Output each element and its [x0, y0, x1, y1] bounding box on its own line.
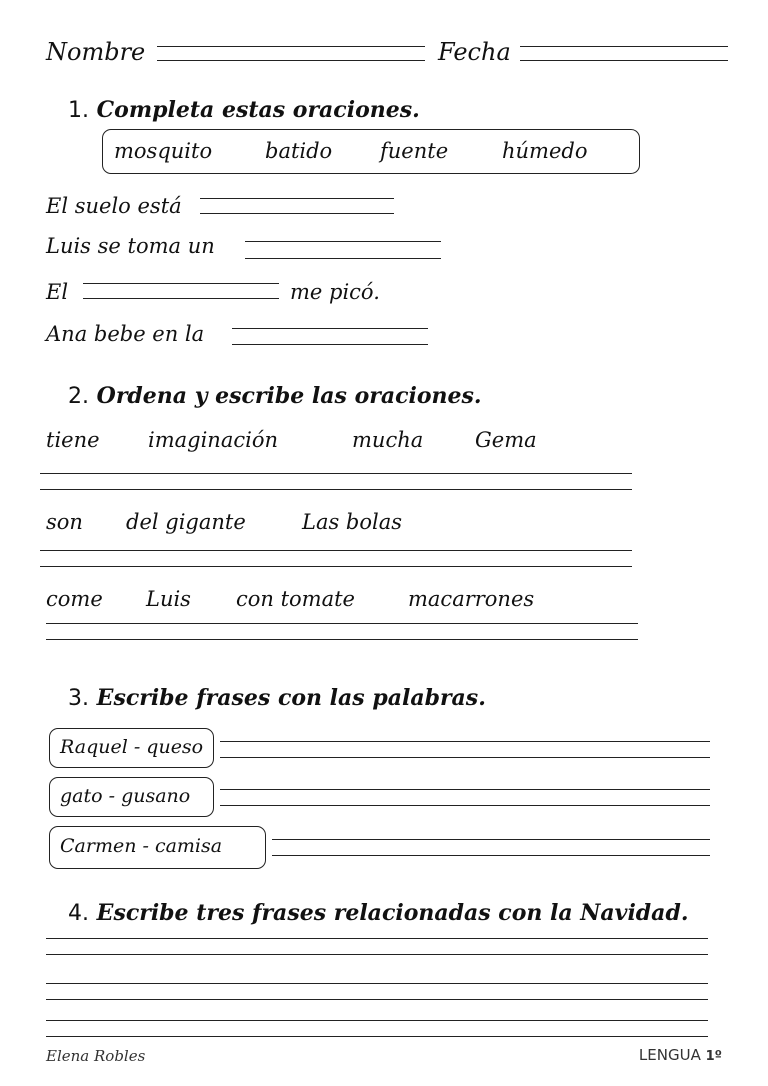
- sentence-4-blank[interactable]: [232, 344, 428, 345]
- answer-line[interactable]: [220, 757, 710, 758]
- word-pair: Carmen - camisa: [60, 835, 223, 857]
- sentence-3-end: me picó.: [290, 280, 380, 304]
- footer-author: Elena Robles: [46, 1047, 146, 1065]
- sentence-1-blank[interactable]: [200, 213, 394, 214]
- answer-line[interactable]: [46, 1036, 708, 1037]
- sentence-1-text: El suelo está: [46, 194, 182, 218]
- sentence-4-line-top: [232, 328, 428, 329]
- answer-line[interactable]: [272, 839, 710, 840]
- date-line-top: [520, 46, 728, 47]
- name-label: Nombre: [46, 38, 146, 66]
- answer-line[interactable]: [40, 566, 632, 567]
- sentence-3-text: El: [46, 280, 69, 304]
- word-pair: Raquel - queso: [60, 736, 204, 758]
- word-bank-item: mosquito: [114, 139, 213, 163]
- word-bank-item: fuente: [380, 139, 449, 163]
- answer-line[interactable]: [46, 999, 708, 1000]
- sentence-3-line-top: [83, 283, 279, 284]
- answer-line[interactable]: [40, 489, 632, 490]
- section4-heading: [68, 902, 688, 925]
- answer-line[interactable]: [46, 954, 708, 955]
- sentence-3-blank[interactable]: [83, 298, 279, 299]
- sentence-2-line-top: [245, 241, 441, 242]
- section2-number: 2.: [68, 384, 89, 409]
- word-bank-item: húmedo: [502, 139, 588, 163]
- footer-subject: [639, 1048, 722, 1063]
- answer-line[interactable]: [40, 550, 632, 551]
- section4-title: Escribe tres frases relacionadas con la Navidad.: [96, 900, 689, 926]
- footer-grade: 1º: [705, 1049, 722, 1064]
- footer-subject-name: LENGUA: [638, 1046, 701, 1064]
- sentence-2-blank[interactable]: [245, 258, 441, 259]
- scrambled-word: Luis: [146, 587, 191, 611]
- answer-line[interactable]: [46, 983, 708, 984]
- answer-line[interactable]: [272, 855, 710, 856]
- section3-heading: [68, 687, 486, 710]
- section4-number: 4.: [68, 901, 89, 926]
- section1-number: 1.: [68, 98, 89, 123]
- answer-line[interactable]: [220, 741, 710, 742]
- answer-line[interactable]: [46, 639, 638, 640]
- name-line-top: [157, 46, 425, 47]
- date-field[interactable]: [520, 60, 728, 61]
- answer-line[interactable]: [220, 789, 710, 790]
- answer-line[interactable]: [220, 805, 710, 806]
- scrambled-word: del gigante: [126, 510, 246, 534]
- section2-title: Ordena y escribe las oraciones.: [96, 383, 482, 409]
- scrambled-word: come: [46, 587, 103, 611]
- scrambled-word: son: [46, 510, 83, 534]
- scrambled-word: Gema: [475, 428, 537, 452]
- word-bank-item: batido: [265, 139, 333, 163]
- date-label: Fecha: [438, 38, 511, 66]
- section3-number: 3.: [68, 686, 89, 711]
- section1-title: Completa estas oraciones.: [96, 97, 420, 123]
- section3-title: Escribe frases con las palabras.: [96, 685, 486, 711]
- scrambled-word: Las bolas: [302, 510, 403, 534]
- answer-line[interactable]: [46, 938, 708, 939]
- section1-heading: [68, 99, 420, 122]
- word-pair: gato - gusano: [60, 785, 191, 807]
- answer-line[interactable]: [46, 1020, 708, 1021]
- scrambled-word: con tomate: [236, 587, 355, 611]
- name-field[interactable]: [157, 60, 425, 61]
- sentence-4-text: Ana bebe en la: [46, 322, 205, 346]
- sentence-1-line-top: [200, 198, 394, 199]
- section2-heading: [68, 385, 482, 408]
- scrambled-word: mucha: [352, 428, 424, 452]
- scrambled-word: imaginación: [148, 428, 278, 452]
- answer-line[interactable]: [40, 473, 632, 474]
- answer-line[interactable]: [46, 623, 638, 624]
- scrambled-word: tiene: [46, 428, 100, 452]
- sentence-2-text: Luis se toma un: [46, 234, 215, 258]
- scrambled-word: macarrones: [408, 587, 535, 611]
